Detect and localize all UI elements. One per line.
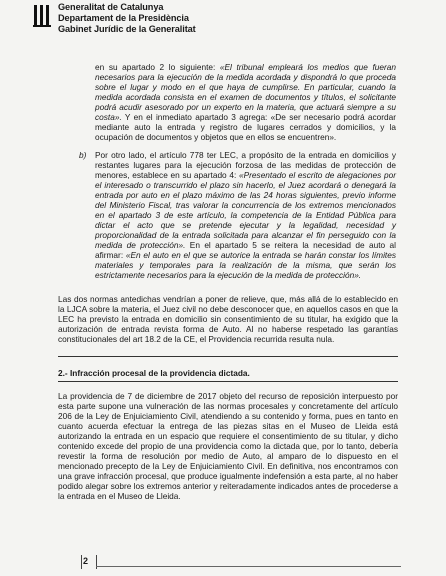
paragraph-b <box>79 150 396 280</box>
generalitat-logo <box>33 5 51 27</box>
letterhead <box>33 2 433 42</box>
quotation: «Presentado el escrito de alegaciones por el interesado o transcurrido el plazo sin hacerlo, el Juez acordará o denegará la entrada por auto en el plazo máximo de las 24 horas siguientes, previo informe del Ministerio Fiscal, tras valorar la concurrencia de los extremos mencionados en el apartado 3 de este artículo, la competencia de la Entidad Pública para dictar el acto que se pretende ejecutar y la legalidad, necesidad y proporcionalidad de la entrada solicitada para alcanzar el fin perseguido con la medida de protección». <box>95 170 396 250</box>
paragraph-a-continuation <box>95 62 396 142</box>
paragraph-conclusion: Las dos normas antedichas vendrían a poner de relieve, que, más allá de lo establecido en la LJCA sobre la materia, el Juez civil no debe desconocer que, en aquellos casos en que la LEC ha previsto la entrada en domicilio sin consentimiento de su titular, ha exigido que la autorización de entrada revista forma de Auto. Al no haberse respetado las garantías constitucionales del art 18.2 de la CE, el Providencia recurrida resulta nula. <box>58 294 398 344</box>
page-number: 2 <box>83 556 89 566</box>
office-name: Gabinet Jurídic de la Generalitat <box>58 24 196 34</box>
section-divider <box>58 356 398 357</box>
section-divider <box>58 381 398 382</box>
quotation: «El tribunal empleará los medios que fueran necesarios para la ejecución de la medida acordada y dispondrá lo que proceda sobre el lugar y modo en el que haya de cumplirse. En particular, cuando la medida acordada consista en el examen de documentos y títulos, el solicitante podrá acudir asesorado por un experto en la materia, que actuará siempre a su costa». <box>95 62 396 122</box>
paragraph-section-2: La providencia de 7 de diciembre de 2017 objeto del recurso de reposición interpuesto por esta parte supone una vulneración de las normas procesales y concretamente del artículo 206 de la Ley de Enjuiciamiento Civil, atendiendo a su contenido y forma, pues en tanto en cuanto acuerda efectuar la entrega de las piezas sitas en el Museo de Lleida está autorizando la entrada en un espacio que requiere el consentimiento de su titular, y dicho contenido excede del propio de una providencia como la dictada que, por lo tanto, debería revestir la forma de resolución por medio de Auto, al amparo de lo dispuesto en el mencionado precepto de la Ley de Enjuiciamiento Civil. En definitiva, nos encontramos con una grave infracción procesal, que produce igualmente indefensión a esta parte, al no haber podido alegar sobre los extremos anterior y reiteradamente indicados antes de procederse a la entrada en el Museo de Lleida. <box>58 391 398 501</box>
text-run: Por otro lado, el artículo 778 ter LEC, a propósito de la entrada en domicilios y restantes lugares para la ejecución forzosa de las medidas de protección de menores, establece en su apartado 4: <box>95 150 396 180</box>
section-heading: 2.- Infracción procesal de la providencia dictada. <box>58 368 250 378</box>
letterhead-text <box>58 2 196 35</box>
document-body <box>58 62 398 501</box>
text-run: Y en el inmediato apartado 3 agrega: «De ser necesario podrá acordar mediante auto la entrada y registro de lugares cerrados y domicilios, y la ocupación de documentos y objetos que en ellos se encuentren». <box>95 112 396 142</box>
text-run: En el apartado 5 se reitera la necesidad de auto al afirmar: <box>95 240 396 260</box>
footer-rule <box>96 566 401 567</box>
org-name: Generalitat de Catalunya <box>58 2 164 12</box>
text-run: en su apartado 2 lo siguiente: <box>95 62 220 72</box>
quotation: «En el auto en el que se autorice la entrada se harán constar los límites materiales y temporales para la realización de la misma, que serán los estrictamente necesarios para la ejecución de la medida de protección». <box>95 250 396 280</box>
department-name: Departament de la Presidència <box>58 13 189 23</box>
list-marker: b) <box>79 150 87 160</box>
